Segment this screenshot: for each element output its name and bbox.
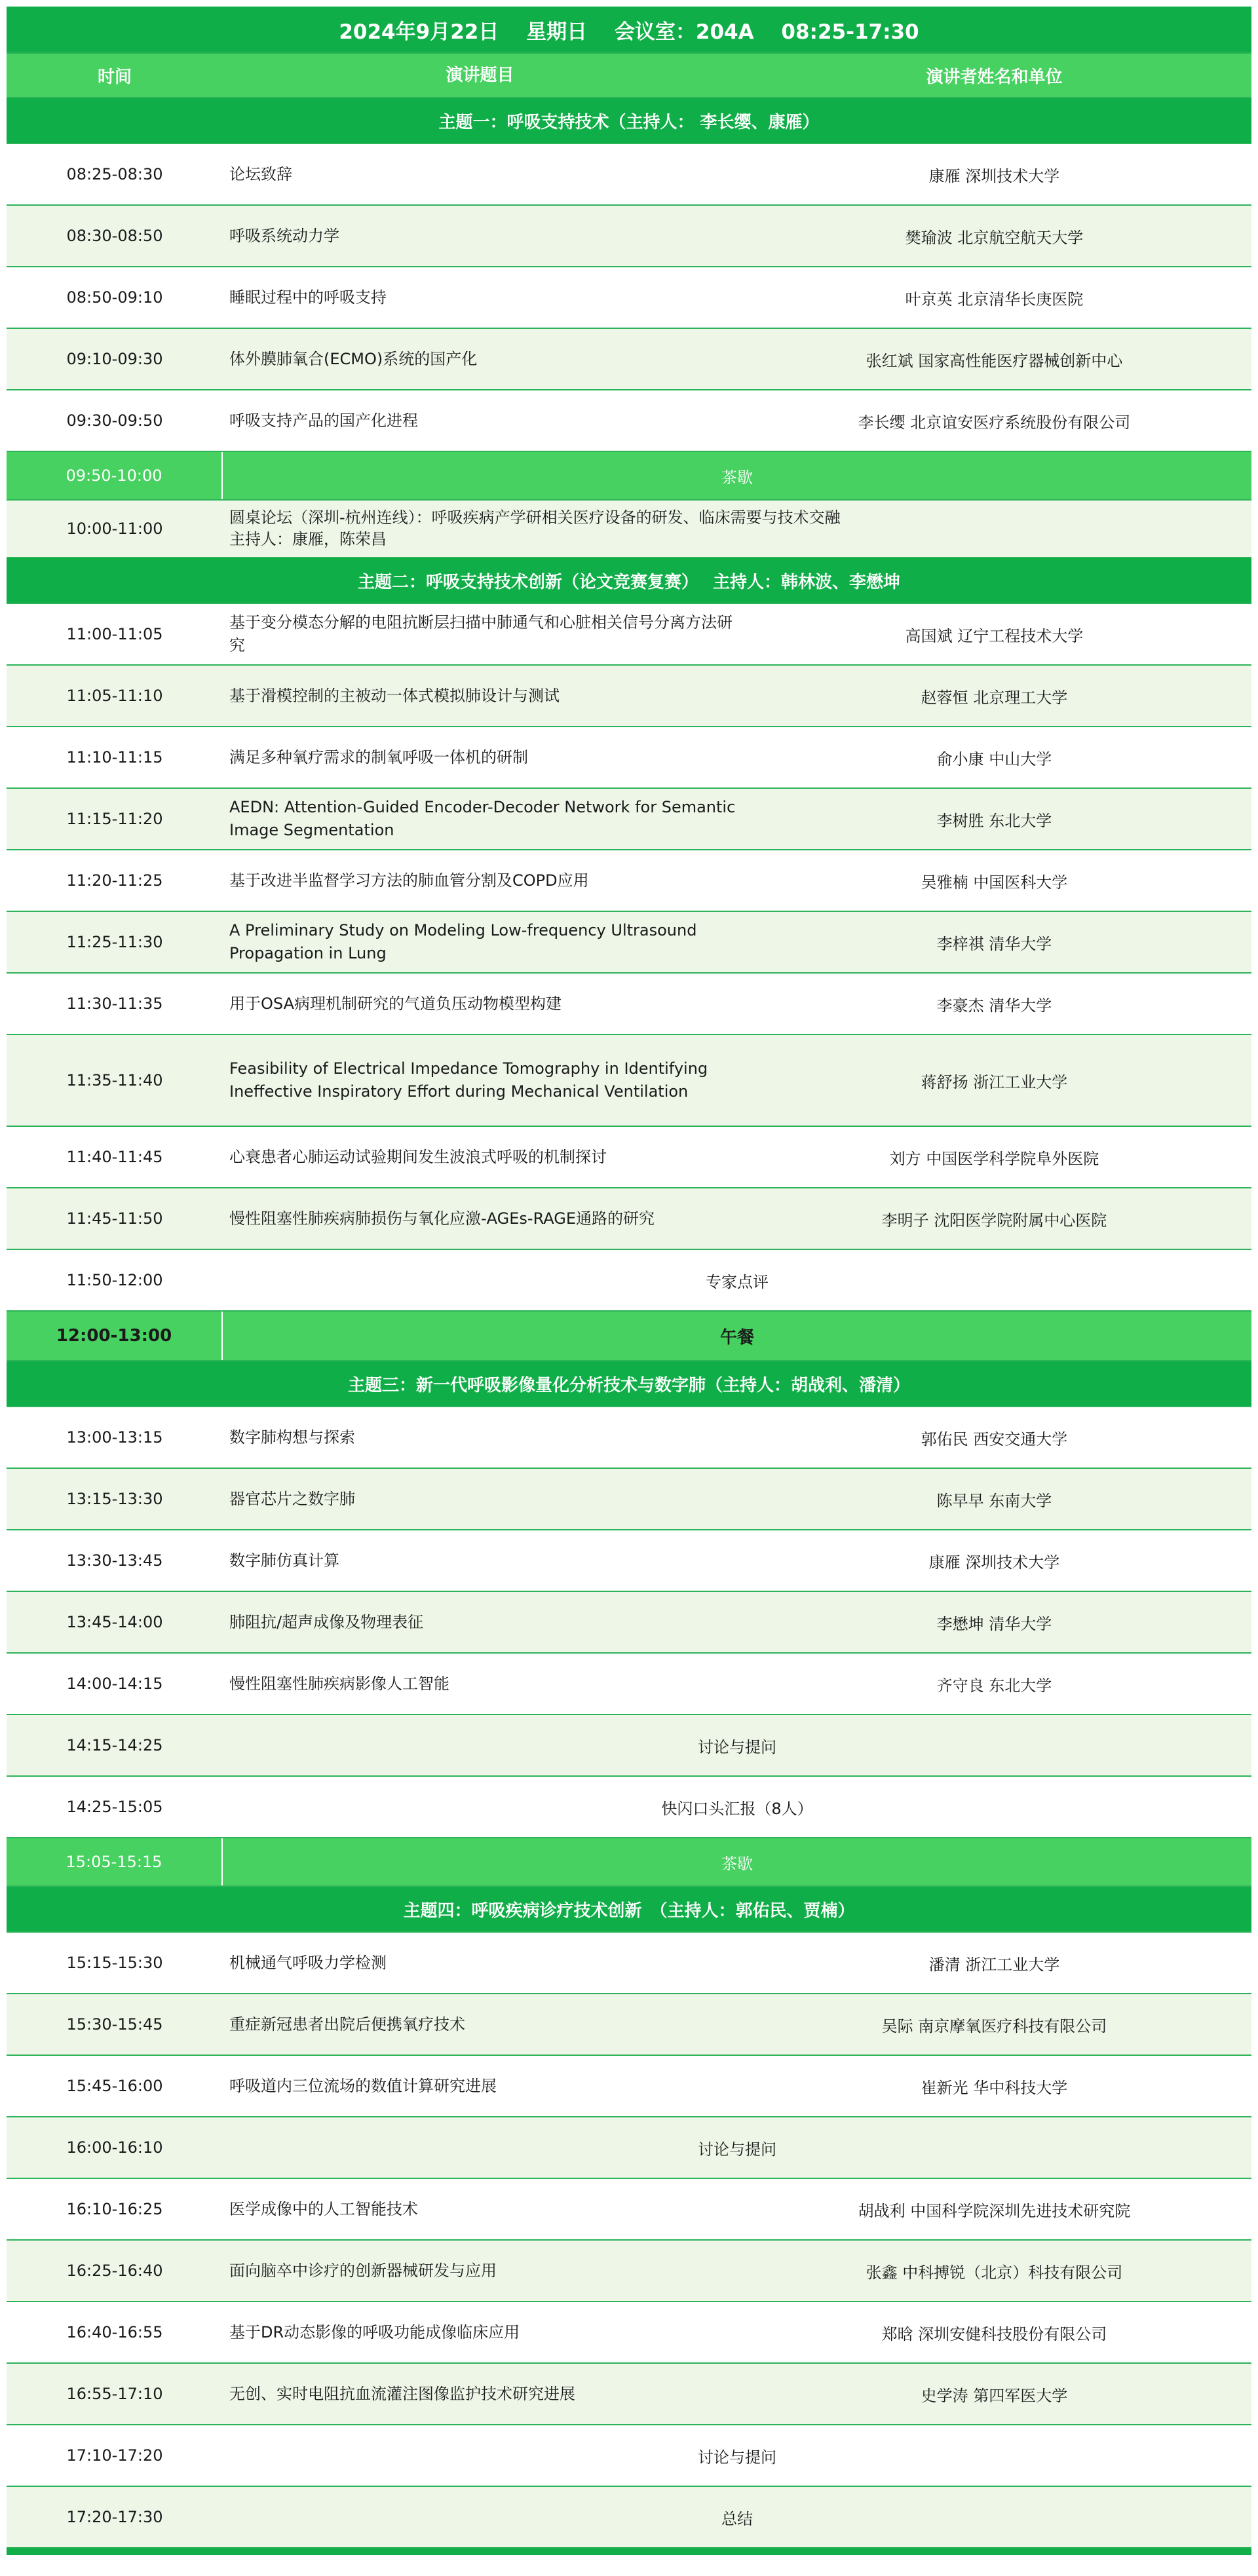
talk-row	[7, 1592, 1251, 1654]
talk-time: 15:45-16:00	[66, 2077, 163, 2095]
talk-time: 11:00-11:05	[66, 625, 163, 643]
talk-title: 数字肺构想与探索	[229, 1428, 355, 1447]
talk-row	[7, 727, 1251, 789]
tea-break-row	[7, 1838, 1251, 1887]
talk-row	[7, 1530, 1251, 1592]
talk-speaker: 李豪杰 清华大学	[936, 996, 1052, 1015]
session-time: 14:15-14:25	[66, 1736, 163, 1754]
column-header-row	[7, 54, 1251, 98]
talk-title: 慢性阻塞性肺疾病肺损伤与氧化应激-AGEs-RAGE通路的研究	[229, 1209, 655, 1228]
talk-row	[7, 974, 1251, 1035]
talk-time: 11:10-11:15	[66, 748, 163, 767]
column-header-time: 时间	[97, 67, 132, 87]
talk-time: 11:05-11:10	[66, 687, 163, 705]
talk-speaker: 蒋舒扬 浙江工业大学	[921, 1072, 1068, 1091]
session-label: 专家点评	[706, 1272, 769, 1291]
talk-title: 基于改进半监督学习方法的肺血管分割及COPD应用	[229, 871, 589, 890]
talk-time: 08:50-09:10	[66, 288, 163, 307]
topic-header	[7, 1361, 1251, 1407]
talk-time: 11:15-11:20	[66, 810, 163, 828]
talk-time: 11:45-11:50	[66, 1209, 163, 1228]
roundtable-topic: 圆桌论坛（深圳-杭州连线）：呼吸疾病产学研相关医疗设备的研发、临床需要与技术交融	[229, 508, 841, 527]
talk-row	[7, 390, 1251, 452]
talk-speaker: 胡战利 中国科学院深圳先进技术研究院	[858, 2201, 1131, 2220]
session-time: 14:25-15:05	[66, 1798, 163, 1816]
talk-time: 09:30-09:50	[66, 411, 163, 430]
talk-title: 面向脑卒中诊疗的创新器械研发与应用	[229, 2261, 497, 2280]
roundtable-host: 主持人：康雁，陈荣昌	[229, 530, 387, 548]
talk-row	[7, 206, 1251, 267]
talk-speaker: 李树胜 东北大学	[936, 811, 1052, 830]
talk-row	[7, 1035, 1251, 1127]
talk-time: 14:00-14:15	[66, 1675, 163, 1693]
lunch-time: 12:00-13:00	[7, 1312, 223, 1360]
talk-time: 08:25-08:30	[66, 165, 163, 183]
talk-row	[7, 144, 1251, 206]
talk-speaker: 李长缨 北京谊安医疗系统股份有限公司	[858, 413, 1131, 432]
talk-row	[7, 1469, 1251, 1530]
session-row	[7, 2117, 1251, 2179]
talk-title: 满足多种氧疗需求的制氧呼吸一体机的研制	[229, 748, 528, 767]
talk-title: 基于变分模态分解的电阻抗断层扫描中肺通气和心脏相关信号分离方法研究	[229, 613, 733, 654]
topic-title: 主题四：呼吸疾病诊疗技术创新 （主持人：郭佑民、贾楠）	[403, 1901, 855, 1921]
roundtable-title	[223, 501, 1251, 557]
talk-time: 15:30-15:45	[66, 2015, 163, 2034]
lunch-row	[7, 1312, 1251, 1361]
talk-speaker: 崔新光 华中科技大学	[921, 2078, 1068, 2097]
talk-time: 11:35-11:40	[66, 1071, 163, 1089]
talk-speaker: 康雁 深圳技术大学	[928, 1553, 1060, 1572]
talk-speaker: 李梓祺 清华大学	[936, 934, 1052, 953]
roundtable-row	[7, 501, 1251, 558]
session-row	[7, 2425, 1251, 2487]
topic-header	[7, 1887, 1251, 1933]
talk-speaker: 齐守良 东北大学	[936, 1676, 1052, 1695]
talk-speaker: 陈早早 东南大学	[936, 1491, 1052, 1510]
bottom-bar	[7, 2548, 1251, 2555]
topic-title: 主题二：呼吸支持技术创新（论文竞赛复赛） 主持人：韩林波、李懋坤	[357, 572, 901, 592]
talk-title: Feasibility of Electrical Impedance Tomography in Identifying Ineffective Inspiratory Effort during Mechanical Ventilation	[229, 1059, 708, 1101]
schedule-rows	[7, 98, 1251, 2548]
talk-speaker: 叶京英 北京清华长庚医院	[905, 290, 1084, 309]
talk-time: 13:30-13:45	[66, 1551, 163, 1570]
talk-speaker: 郑晗 深圳安健科技股份有限公司	[881, 2324, 1107, 2343]
talk-time: 13:45-14:00	[66, 1613, 163, 1631]
column-header-speaker: 演讲者姓名和单位	[926, 67, 1063, 87]
schedule-table	[7, 7, 1251, 2555]
topic-title: 主题一：呼吸支持技术（主持人： 李长缨、康雁）	[438, 112, 820, 132]
topic-header	[7, 558, 1251, 604]
talk-time: 08:30-08:50	[66, 227, 163, 245]
talk-title: 体外膜肺氧合(ECMO)系统的国产化	[229, 349, 478, 368]
talk-row	[7, 1407, 1251, 1469]
break-label: 茶歇	[721, 1854, 753, 1873]
talk-title: 医学成像中的人工智能技术	[229, 2199, 418, 2218]
schedule-banner	[7, 7, 1251, 54]
talk-title: 用于OSA病理机制研究的气道负压动物模型构建	[229, 994, 562, 1013]
talk-speaker: 刘方 中国医学科学院阜外医院	[889, 1149, 1099, 1168]
session-label: 快闪口头汇报（8人）	[661, 1799, 813, 1818]
talk-speaker: 樊瑜波 北京航空航天大学	[905, 228, 1084, 247]
talk-time: 16:55-17:10	[66, 2385, 163, 2403]
talk-row	[7, 850, 1251, 912]
talk-title: 无创、实时电阻抗血流灌注图像监护技术研究进展	[229, 2384, 575, 2403]
talk-row	[7, 1188, 1251, 1250]
talk-row	[7, 604, 1251, 666]
talk-title: 心衰患者心肺运动试验期间发生波浪式呼吸的机制探讨	[229, 1147, 607, 1166]
talk-title: 慢性阻塞性肺疾病影像人工智能	[229, 1674, 449, 1693]
talk-row	[7, 912, 1251, 974]
session-row	[7, 1250, 1251, 1312]
talk-speaker: 俞小康 中山大学	[936, 749, 1052, 768]
talk-title: 肺阻抗/超声成像及物理表征	[229, 1612, 424, 1631]
talk-speaker: 吴雅楠 中国医科大学	[921, 873, 1068, 892]
lunch-label: 午餐	[719, 1327, 754, 1348]
talk-time: 16:10-16:25	[66, 2200, 163, 2218]
talk-title: AEDN: Attention-Guided Encoder-Decoder Network for Semantic Image Segmentation	[229, 798, 736, 839]
talk-time: 16:25-16:40	[66, 2262, 163, 2280]
talk-title: 基于DR动态影像的呼吸功能成像临床应用	[229, 2322, 520, 2341]
talk-row	[7, 2241, 1251, 2302]
talk-title: 基于滑模控制的主被动一体式模拟肺设计与测试	[229, 686, 560, 705]
talk-row	[7, 666, 1251, 727]
talk-time: 09:10-09:30	[66, 350, 163, 368]
break-label: 茶歇	[721, 468, 753, 487]
talk-title: 机械通气呼吸力学检测	[229, 1953, 387, 1972]
talk-speaker: 郭佑民 西安交通大学	[921, 1430, 1068, 1449]
column-header-title: 演讲题目	[446, 65, 514, 85]
topic-title: 主题三：新一代呼吸影像量化分析技术与数字肺（主持人：胡战利、潘清）	[347, 1375, 910, 1395]
talk-speaker: 史学涛 第四军医大学	[921, 2386, 1068, 2405]
talk-speaker: 李明子 沈阳医学院附属中心医院	[881, 1211, 1107, 1230]
talk-title: 呼吸道内三位流场的数值计算研究进展	[229, 2076, 497, 2095]
talk-speaker: 高国斌 辽宁工程技术大学	[905, 626, 1084, 645]
session-time: 16:00-16:10	[66, 2138, 163, 2157]
talk-title: 数字肺仿真计算	[229, 1551, 339, 1570]
topic-header	[7, 98, 1251, 144]
talk-title: A Preliminary Study on Modeling Low-frequency Ultrasound Propagation in Lung	[229, 921, 697, 962]
talk-row	[7, 1654, 1251, 1715]
tea-break-row	[7, 452, 1251, 501]
talk-speaker: 吴际 南京摩氧医疗科技有限公司	[881, 2017, 1107, 2036]
talk-title: 器官芯片之数字肺	[229, 1489, 355, 1508]
talk-row	[7, 2302, 1251, 2364]
talk-time: 15:15-15:30	[66, 1954, 163, 1972]
session-label: 讨论与提问	[698, 2448, 776, 2467]
talk-time: 16:40-16:55	[66, 2323, 163, 2341]
session-label: 讨论与提问	[698, 1737, 776, 1756]
break-time: 09:50-10:00	[7, 452, 223, 499]
talk-row	[7, 329, 1251, 390]
session-time: 11:50-12:00	[66, 1271, 163, 1289]
session-time: 17:20-17:30	[66, 2508, 163, 2526]
session-time: 17:10-17:20	[66, 2446, 163, 2465]
talk-speaker: 康雁 深圳技术大学	[928, 166, 1060, 185]
talk-speaker: 李懋坤 清华大学	[936, 1614, 1052, 1633]
talk-time: 11:40-11:45	[66, 1148, 163, 1166]
session-row	[7, 1715, 1251, 1777]
talk-row	[7, 789, 1251, 850]
talk-time: 11:30-11:35	[66, 994, 163, 1013]
talk-title: 论坛致辞	[229, 164, 292, 183]
session-label: 讨论与提问	[698, 2140, 776, 2159]
session-label: 总结	[721, 2509, 753, 2528]
talk-row	[7, 1933, 1251, 1994]
talk-time: 13:15-13:30	[66, 1490, 163, 1508]
talk-speaker: 潘清 浙江工业大学	[928, 1955, 1060, 1974]
talk-time: 13:00-13:15	[66, 1428, 163, 1447]
talk-title: 重症新冠患者出院后便携氧疗技术	[229, 2015, 465, 2034]
talk-row	[7, 2364, 1251, 2425]
talk-title: 睡眠过程中的呼吸支持	[229, 288, 387, 307]
talk-time: 11:20-11:25	[66, 871, 163, 890]
banner-text: 2024年9月22日 星期日 会议室：204A 08:25-17:30	[339, 20, 919, 44]
talk-row	[7, 267, 1251, 329]
talk-speaker: 张鑫 中科搏锐（北京）科技有限公司	[866, 2263, 1123, 2282]
session-row	[7, 1777, 1251, 1838]
talk-speaker: 张红斌 国家高性能医疗器械创新中心	[866, 351, 1123, 370]
talk-title: 呼吸支持产品的国产化进程	[229, 411, 418, 430]
talk-row	[7, 1127, 1251, 1188]
talk-time: 11:25-11:30	[66, 933, 163, 951]
session-time: 10:00-11:00	[66, 520, 163, 538]
session-row	[7, 2487, 1251, 2548]
talk-speaker: 赵蓉恒 北京理工大学	[921, 688, 1068, 707]
talk-row	[7, 2056, 1251, 2117]
break-time: 15:05-15:15	[7, 1838, 223, 1885]
talk-row	[7, 2179, 1251, 2241]
talk-row	[7, 1994, 1251, 2056]
talk-title: 呼吸系统动力学	[229, 226, 339, 245]
